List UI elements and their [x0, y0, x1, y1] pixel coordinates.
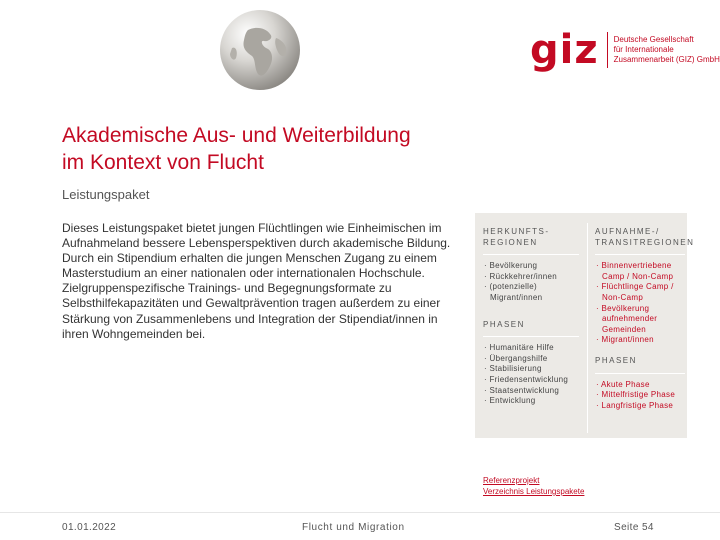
page-number: Seite 54	[614, 522, 654, 533]
phase-item: · Stabilisierung	[484, 364, 542, 374]
divider	[483, 254, 579, 255]
origin-regions-heading	[483, 227, 579, 248]
footer-title: Flucht und Migration	[302, 522, 405, 533]
logo-divider	[607, 32, 608, 68]
links-block	[483, 475, 584, 497]
logo-text-line: Zusammenarbeit (GIZ) GmbH	[613, 55, 720, 64]
heading-line: TRANSITREGIONEN	[595, 237, 695, 247]
logo-mark: giz	[530, 27, 599, 73]
footer-date: 01.01.2022	[62, 522, 117, 533]
list-item: · Bevölkerung aufnehmender Gemeinden	[596, 303, 658, 334]
page-title	[62, 122, 562, 176]
info-panel	[475, 213, 695, 438]
divider	[483, 336, 579, 337]
heading-line: AUFNAHME-/	[595, 227, 660, 236]
heading-line: HERKUNFTS-	[483, 227, 550, 236]
logo-text-line: für Internationale	[613, 45, 674, 54]
list-item: · Flüchtlinge Camp / Non-Camp	[596, 282, 674, 302]
phase-item: · Humanitäre Hilfe	[484, 343, 554, 353]
origin-regions-column	[483, 227, 579, 407]
body-paragraph: Dieses Leistungspaket bietet jungen Flüchtlingen wie Einheimischen im Aufnahmeland bessere Lebensperspektiven durch akademische Bildung. Durch ein Stipendium erhalten die jungen Menschen Zugang zu einem Masterstudium an einer nationalen oder internationalen Hochschule. Zielgruppenspezifische Trainings- und Begegnungsformate zu Selbsthilfekapazitäten und Gewaltprävention tragen außerdem zu einer Stärkung von Zusammenlebens und Integration der Stipendiat/innen in ihren Wohngemeinden bei.	[62, 221, 451, 341]
host-regions-heading	[595, 227, 695, 248]
phase-item: · Staatsentwicklung	[484, 385, 560, 395]
reference-project-link[interactable]: Referenzprojekt	[483, 476, 540, 485]
page-subtitle: Leistungspaket	[62, 187, 150, 202]
list-item: · Binnenvertriebene Camp / Non-Camp	[596, 261, 674, 281]
column-divider	[587, 223, 588, 433]
footer-divider	[0, 512, 720, 513]
phase-item: · Mittelfristige Phase	[596, 390, 676, 400]
heading-line: REGIONEN	[483, 237, 538, 247]
list-item: · Migrant/innen	[596, 335, 654, 345]
logo-text	[614, 35, 720, 65]
divider	[595, 254, 685, 255]
logo-text-line: Deutsche Gesellschaft	[613, 35, 694, 44]
divider	[595, 373, 685, 374]
phase-item: · Akute Phase	[596, 379, 650, 389]
list-item: · Bevölkerung	[484, 261, 538, 271]
phases-heading: PHASEN	[595, 355, 637, 365]
phase-item: · Langfristige Phase	[596, 400, 674, 410]
title-line-2: im Kontext von Flucht	[62, 151, 264, 174]
package-directory-link[interactable]: Verzeichnis Leistungspakete	[483, 487, 585, 496]
list-item: · (potenzielle) Migrant/innen	[484, 282, 543, 302]
title-line-1: Akademische Aus- und Weiterbildung	[62, 124, 411, 147]
phase-item: · Übergangshilfe	[484, 353, 548, 363]
phases-heading: PHASEN	[483, 319, 525, 329]
list-item: · Rückkehrer/innen	[484, 271, 557, 281]
globe-image	[218, 8, 302, 92]
host-regions-column	[595, 227, 695, 411]
phase-item: · Entwicklung	[484, 396, 536, 406]
phase-item: · Friedensentwicklung	[484, 374, 569, 384]
giz-logo	[530, 27, 720, 73]
